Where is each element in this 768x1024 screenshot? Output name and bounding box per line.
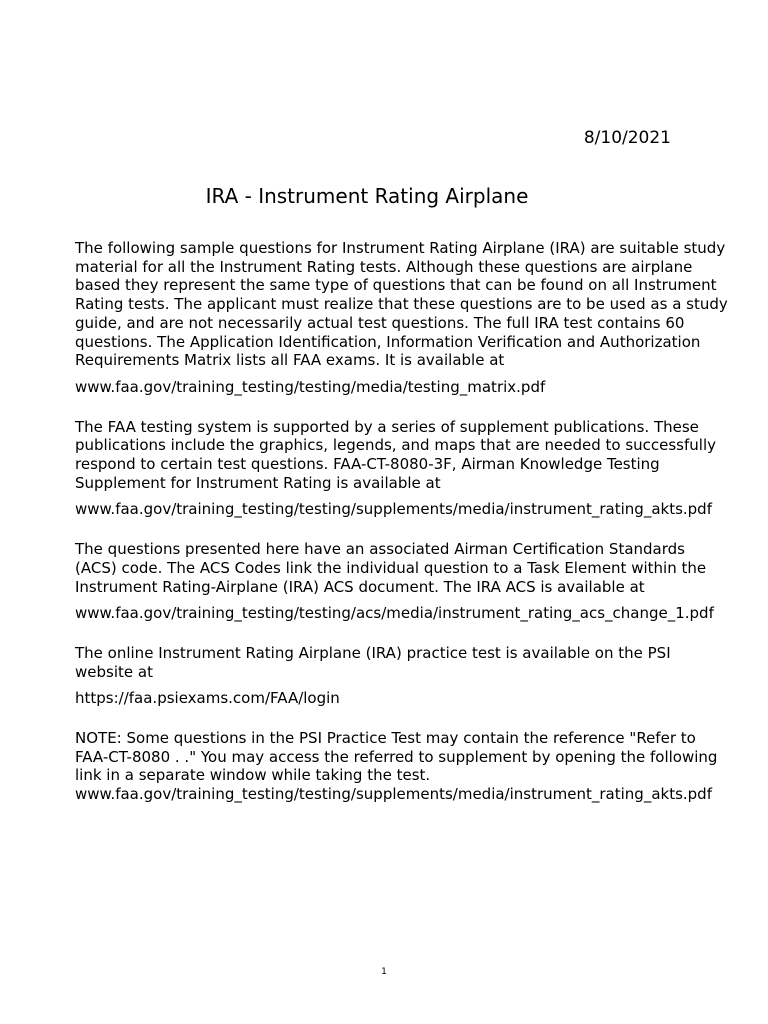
acs-url: www.faa.gov/training_testing/testing/acs/media/instrument_rating_acs_change_1.pdf — [75, 604, 714, 623]
document-title: IRA - Instrument Rating Airplane — [205, 184, 529, 208]
note-paragraph: NOTE: Some questions in the PSI Practice Test may contain the reference "Refer to FAA-CT-8080 . ." You may access the referred to supplement by opening the following link in a separate window while taking the test. — [75, 729, 718, 785]
psi-login-url: https://faa.psiexams.com/FAA/login — [75, 689, 340, 708]
note-supplement-url: www.faa.gov/training_testing/testing/supplements/media/instrument_rating_akts.pdf — [75, 785, 712, 804]
page-number: 1 — [381, 967, 387, 977]
intro-paragraph: The following sample questions for Instrument Rating Airplane (IRA) are suitable study material for all the Instrument Rating tests. Although these questions are airplane based they represent the same type of questions that can be found on all Instrument Rating tests. The applicant must realize that these questions are to be used as a study guide, and are not necessarily actual test questions. The full IRA test contains 60 questions. The Application Identification, Information Verification and Authorization Requirements Matrix lists all FAA exams. It is available at — [75, 239, 728, 370]
practice-test-paragraph: The online Instrument Rating Airplane (IRA) practice test is available on the PSI website at — [75, 643, 671, 681]
document-date: 8/10/2021 — [583, 128, 671, 148]
acs-paragraph: The questions presented here have an associated Airman Certification Standards (ACS) code. The ACS Codes link the individual question to a Task Element within the Instrument Rating-Airplane (IRA) ACS document. The IRA ACS is available at — [75, 540, 707, 596]
testing-matrix-url: www.faa.gov/training_testing/testing/media/testing_matrix.pdf — [75, 377, 546, 396]
supplement-paragraph: The FAA testing system is supported by a series of supplement publications. These publications include the graphics, legends, and maps that are needed to successfully respond to certain test questions. FAA-CT-8080-3F, Airman Knowledge Testing Supplement for Instrument Rating is available at — [75, 417, 716, 492]
document-body — [75, 239, 745, 804]
supplement-url: www.faa.gov/training_testing/testing/supplements/media/instrument_rating_akts.pdf — [75, 500, 712, 519]
